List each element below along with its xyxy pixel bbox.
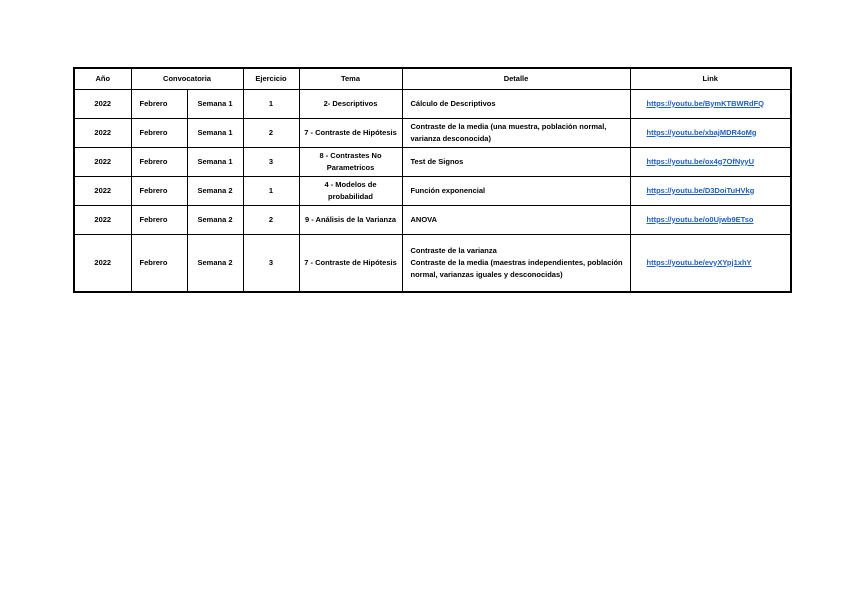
cell-anio: 2022 bbox=[74, 89, 131, 118]
youtube-link[interactable]: https://youtu.be/xbajMDR4oMg bbox=[646, 127, 757, 137]
cell-link bbox=[630, 205, 791, 234]
cell-link bbox=[630, 147, 791, 176]
cell-link bbox=[630, 118, 791, 147]
table-row bbox=[74, 147, 791, 176]
cell-tema: 9 - Análisis de la Varianza bbox=[299, 205, 402, 234]
header-link: Link bbox=[630, 68, 791, 89]
cell-detalle bbox=[402, 89, 630, 118]
cell-mes: Febrero bbox=[131, 176, 187, 205]
cell-mes: Febrero bbox=[131, 205, 187, 234]
cell-link bbox=[630, 176, 791, 205]
detalle-line: Función exponencial bbox=[410, 185, 486, 195]
youtube-link[interactable]: https://youtu.be/evyXYpj1xhY bbox=[646, 257, 752, 267]
cell-mes: Febrero bbox=[131, 234, 187, 292]
cell-mes: Febrero bbox=[131, 89, 187, 118]
cell-mes: Febrero bbox=[131, 147, 187, 176]
table-row bbox=[74, 89, 791, 118]
table-row bbox=[74, 234, 791, 292]
detalle-line: ANOVA bbox=[410, 214, 438, 224]
cell-detalle bbox=[402, 176, 630, 205]
youtube-link[interactable]: https://youtu.be/D3DoiTuHVkg bbox=[646, 185, 755, 195]
cell-tema: 4 - Modelos de probabilidad bbox=[299, 176, 402, 205]
detalle-line: Contraste de la media (maestras independientes, población normal, varianzas iguales y desconocidas) bbox=[410, 257, 623, 279]
cell-ejercicio: 3 bbox=[243, 147, 299, 176]
cell-semana: Semana 2 bbox=[187, 205, 243, 234]
cell-detalle bbox=[402, 205, 630, 234]
cell-anio: 2022 bbox=[74, 147, 131, 176]
cell-semana: Semana 2 bbox=[187, 176, 243, 205]
cell-tema: 8 - Contrastes No Parametricos bbox=[299, 147, 402, 176]
header-convocatoria: Convocatoria bbox=[131, 68, 243, 89]
cell-tema: 2- Descriptivos bbox=[299, 89, 402, 118]
header-ejercicio: Ejercicio bbox=[243, 68, 299, 89]
cell-ejercicio: 1 bbox=[243, 176, 299, 205]
youtube-link[interactable]: https://youtu.be/o0Ujwb9ETso bbox=[646, 214, 754, 224]
cell-semana: Semana 1 bbox=[187, 118, 243, 147]
cell-detalle bbox=[402, 147, 630, 176]
cell-anio: 2022 bbox=[74, 234, 131, 292]
cell-anio: 2022 bbox=[74, 118, 131, 147]
cell-link bbox=[630, 234, 791, 292]
cell-ejercicio: 3 bbox=[243, 234, 299, 292]
cell-mes: Febrero bbox=[131, 118, 187, 147]
cell-link bbox=[630, 89, 791, 118]
youtube-link[interactable]: https://youtu.be/BymKTBWRdFQ bbox=[646, 98, 764, 108]
cell-ejercicio: 2 bbox=[243, 118, 299, 147]
header-row bbox=[74, 68, 791, 89]
cell-anio: 2022 bbox=[74, 176, 131, 205]
table-row bbox=[74, 118, 791, 147]
cell-anio: 2022 bbox=[74, 205, 131, 234]
table-row bbox=[74, 205, 791, 234]
table-row bbox=[74, 176, 791, 205]
cell-detalle bbox=[402, 234, 630, 292]
cell-detalle bbox=[402, 118, 630, 147]
detalle-line: Contraste de la varianza bbox=[410, 245, 497, 255]
detalle-line: Contraste de la media (una muestra, población normal, varianza desconocida) bbox=[410, 121, 607, 143]
cell-tema: 7 - Contraste de Hipótesis bbox=[299, 118, 402, 147]
youtube-link[interactable]: https://youtu.be/ox4g7OfNyyU bbox=[646, 156, 755, 166]
detalle-line: Cálculo de Descriptivos bbox=[410, 98, 496, 108]
cell-semana: Semana 1 bbox=[187, 147, 243, 176]
detalle-line: Test de Signos bbox=[410, 156, 464, 166]
cell-tema: 7 - Contraste de Hipótesis bbox=[299, 234, 402, 292]
header-anio: Año bbox=[74, 68, 131, 89]
cell-semana: Semana 1 bbox=[187, 89, 243, 118]
header-detalle: Detalle bbox=[402, 68, 630, 89]
exercises-table bbox=[73, 67, 792, 293]
header-tema: Tema bbox=[299, 68, 402, 89]
cell-ejercicio: 1 bbox=[243, 89, 299, 118]
cell-ejercicio: 2 bbox=[243, 205, 299, 234]
cell-semana: Semana 2 bbox=[187, 234, 243, 292]
